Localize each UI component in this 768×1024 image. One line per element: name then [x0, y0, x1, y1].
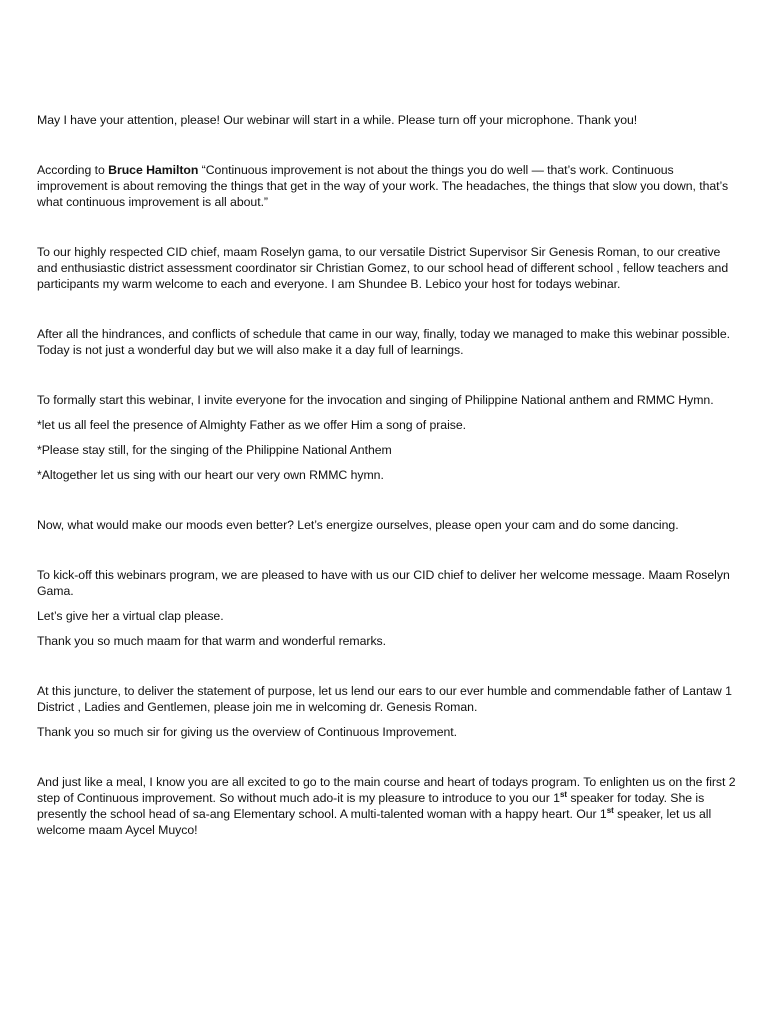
quote-author: Bruce Hamilton	[108, 163, 199, 177]
quote-text: “Continuous improvement is not about the things you do well — that’s work. Continuous improvement is about removing the things that get in the way of your work. The headaches, the things that slow you down, that’s what continuous improvement is all about.”	[37, 163, 729, 209]
ordinal-suffix: st	[606, 806, 614, 815]
hindrances-paragraph: After all the hindrances, and conflicts of schedule that came in our way, finally, today we managed to make this webinar possible. Today is not just a wonderful day but we will also make it a day full of learnings.	[37, 327, 730, 357]
thanks-maam-line: Thank you so much maam for that warm and wonderful remarks.	[37, 634, 387, 648]
welcome-paragraph: To our highly respected CID chief, maam Roselyn gama, to our versatile District Supervisor Sir Genesis Roman, to our creative and enthusiastic district assessment coordinator sir Christian Gomez, to our school head of different school , fellow teachers and participants my warm welcome to each and everyone. I am Shundee B. Lebico your host for todays webinar.	[37, 245, 729, 291]
speaker-text-part2: speaker for today. She is presently the school head of sa-ang Elementary school. A multi-talented woman with a happy heart. Our 1	[37, 791, 705, 821]
hymn-item: *Altogether let us sing with our heart our very own RMMC hymn.	[37, 468, 384, 482]
ordinal-suffix: st	[559, 790, 567, 799]
anthem-item: *Please stay still, for the singing of the Philippine National Anthem	[37, 443, 392, 457]
thanks-sir-line: Thank you so much sir for giving us the overview of Continuous Improvement.	[37, 725, 458, 739]
quote-paragraph	[37, 162, 737, 210]
speaker-text-part1: And just like a meal, I know you are all excited to go to the main course and heart of todays program. To enlighten us on the first 2 step of Continuous improvement. So without much ado-it is my pleasure to introduce to you our 1	[37, 775, 736, 805]
juncture-paragraph: At this juncture, to deliver the statement of purpose, let us lend our ears to our ever humble and commendable father of Lantaw 1 District , Ladies and Gentlemen, please join me in welcoming dr. Genesis Roman.	[37, 684, 732, 714]
attention-paragraph: May I have your attention, please! Our webinar will start in a while. Please turn off your microphone. Thank you!	[37, 113, 638, 127]
first-speaker-paragraph	[37, 774, 737, 838]
speaker-text-part3: speaker, let us all welcome maam Aycel Muyco!	[37, 807, 712, 837]
clap-line: Let’s give her a virtual clap please.	[37, 609, 224, 623]
invocation-item: *let us all feel the presence of Almighty Father as we offer Him a song of praise.	[37, 418, 467, 432]
quote-prefix: According to	[37, 163, 109, 177]
invocation-intro-paragraph: To formally start this webinar, I invite everyone for the invocation and singing of Philippine National anthem and RMMC Hymn.	[37, 393, 714, 407]
energize-paragraph: Now, what would make our moods even better? Let’s energize ourselves, please open your cam and do some dancing.	[37, 518, 679, 532]
document-body	[37, 112, 737, 838]
kickoff-paragraph: To kick-off this webinars program, we are pleased to have with us our CID chief to deliver her welcome message. Maam Roselyn Gama.	[37, 568, 730, 598]
